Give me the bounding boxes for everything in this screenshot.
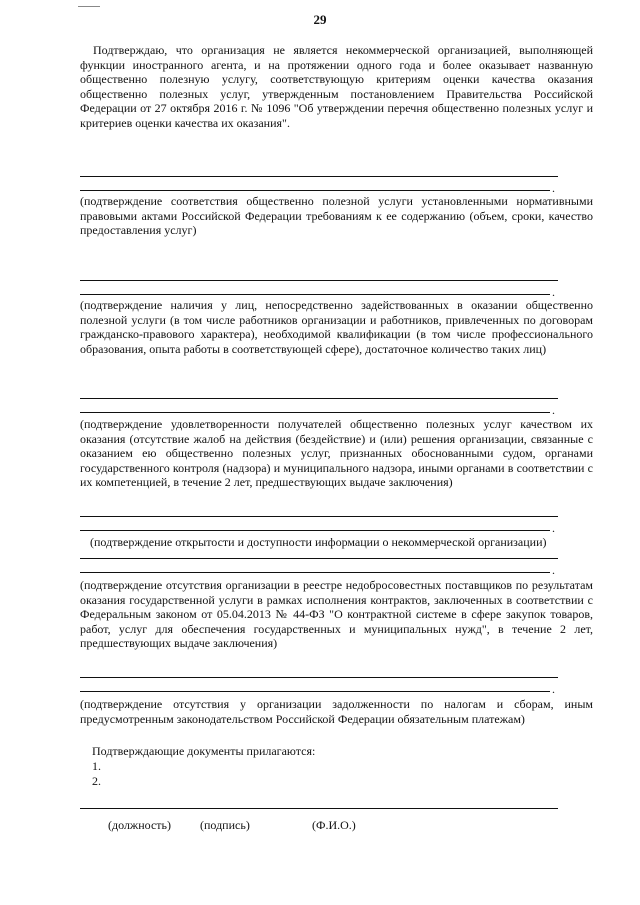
signature-line — [80, 808, 558, 809]
fill-line — [80, 294, 550, 295]
confirmation-paragraph: Подтверждаю, что организация не является некоммерческой организацией, выполняющей функции иностранного агента, и на протяжении одного года и более оказывает названную общественно полезную услугу, соответствующую критериям оценки качества оказания общественно полезных услуг, утвержденным постановлением Правительства Российской Федерации от 27 октября 2016 г. № 1096 "Об утверждении перечня общественно полезных услуг и критериев оценки качества их оказания". — [80, 43, 593, 130]
signature-name-label: (Ф.И.О.) — [312, 818, 356, 832]
fill-line — [80, 176, 558, 177]
section-conformity: (подтверждение соответствия общественно полезной услуги установленными нормативными правовыми актами Российской Федерации требованиям к ее содержанию (объем, сроки, качество предоставления услуг) — [80, 194, 593, 238]
fill-line — [80, 558, 558, 559]
fill-line — [80, 691, 550, 692]
line-end-dot: . — [552, 563, 555, 577]
attachment-item-2: 2. — [92, 774, 101, 788]
line-end-dot: . — [552, 521, 555, 535]
fill-line — [80, 677, 558, 678]
section-openness: (подтверждение открытости и доступности информации о некоммерческой организации) — [90, 535, 547, 549]
signature-sign-label: (подпись) — [200, 818, 250, 832]
line-end-dot: . — [552, 181, 555, 195]
fill-line — [80, 398, 558, 399]
fill-line — [80, 280, 558, 281]
fill-line — [80, 412, 550, 413]
fill-line — [80, 516, 558, 517]
page-number: 29 — [313, 12, 327, 27]
signature-position-label: (должность) — [108, 818, 171, 832]
attachment-item-1: 1. — [92, 759, 101, 773]
fill-line — [80, 190, 550, 191]
attachments-title: Подтверждающие документы прилагаются: — [92, 744, 316, 758]
line-end-dot: . — [552, 682, 555, 696]
fill-line — [80, 530, 550, 531]
section-registry: (подтверждение отсутствия организации в реестре недобросовестных поставщиков по результатам оказания государственной услуги в рамках исполнения контрактов, заключенных в соответствии с Федеральным законом от 05.04.2013 № 44-ФЗ "О контрактной системе в сфере закупок товаров, работ, услуг для обеспечения государственных и муниципальных нужд", в течение 2 лет, предшествующих выдаче заключения) — [80, 578, 593, 651]
fill-line — [80, 572, 550, 573]
scan-mark — [78, 6, 100, 7]
line-end-dot: . — [552, 285, 555, 299]
section-debt: (подтверждение отсутствия у организации задолженности по налогам и сборам, иным предусмотренным законодательством Российской Федерации обязательным платежам) — [80, 697, 593, 726]
section-qualification: (подтверждение наличия у лиц, непосредственно задействованных в оказании общественно полезной услуги (в том числе работников организации и работников, привлеченных по договорам гражданско-правового характера), необходимой квалификации (в том числе профессионального образования, опыта работы в соответствующей сфере), достаточное количество таких лиц) — [80, 298, 593, 356]
line-end-dot: . — [552, 403, 555, 417]
section-satisfaction: (подтверждение удовлетворенности получателей общественно полезных услуг качеством их оказания (отсутствие жалоб на действия (бездействие) и (или) решения организации, связанные с оказанием ею общественно полезных услуг, признанных обоснованными судом, органами государственного контроля (надзора) и муниципального надзора, иными органами в соответствии с их компетенцией, в течение 2 лет, предшествующих выдаче заключения) — [80, 417, 593, 490]
